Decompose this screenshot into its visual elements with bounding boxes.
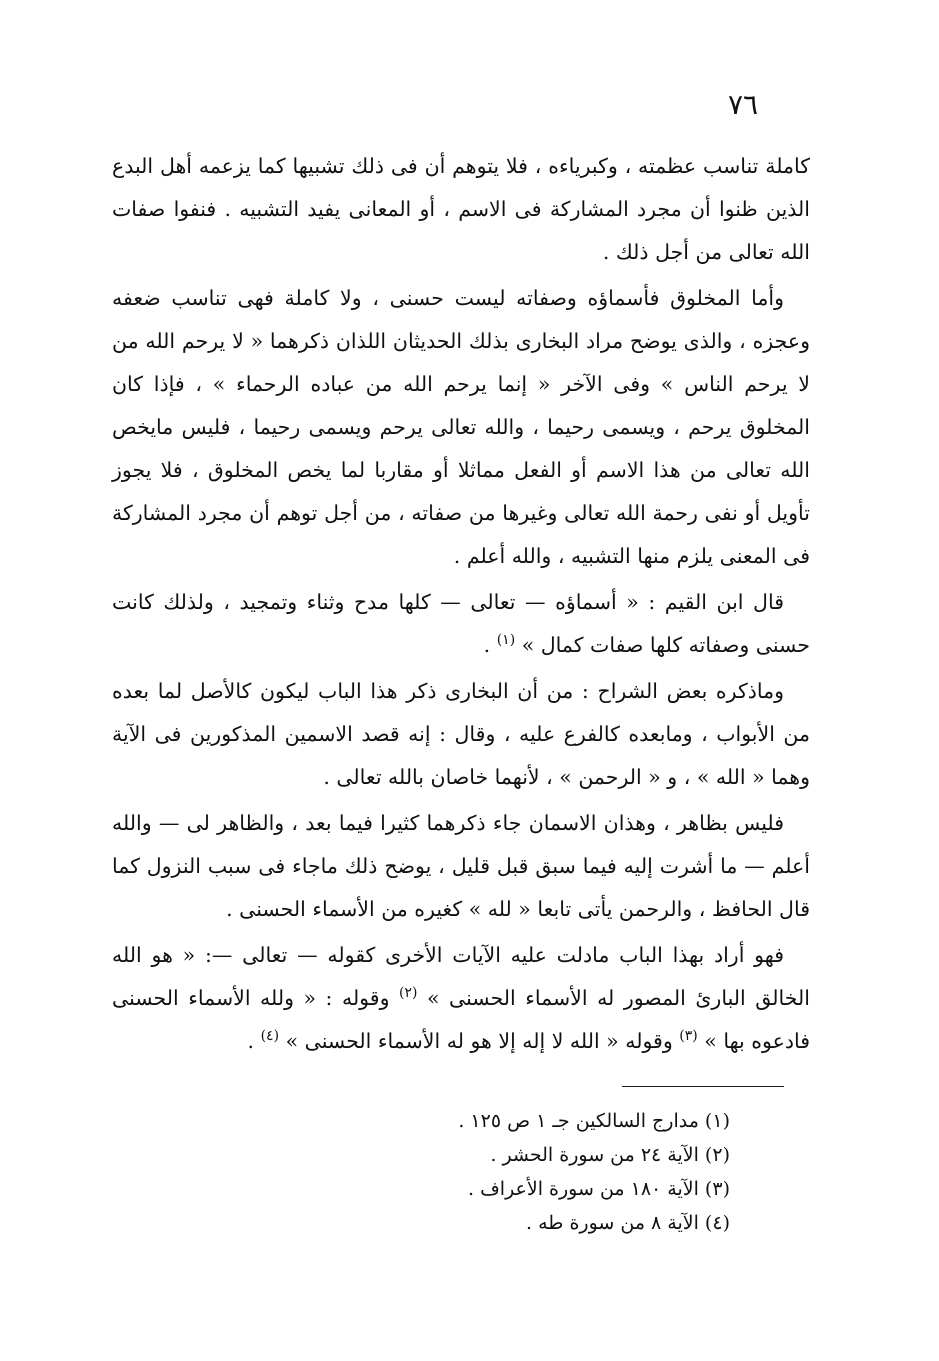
paragraph-6-part-1: فهو أراد بهذا الباب مادلت عليه الآيات الأخرى كقوله — تعالى —: « هو الله الخالق البارئ المصور له الأسماء الحسنى » bbox=[112, 943, 810, 1010]
page-number: ٧٦ bbox=[728, 88, 759, 121]
footnote-1: (١) مدارج السالكين جـ ١ ص ١٢٥ . bbox=[458, 1110, 730, 1132]
paragraph-6-end: . bbox=[247, 1029, 261, 1053]
paragraph-3-quote bbox=[112, 581, 810, 667]
quote-text: قال ابن القيم : « أسماؤه — تعالى — كلها مدح وثناء وتمجيد ، ولذلك كانت حسنى وصفاته كلها صفات كمال » bbox=[112, 590, 810, 657]
paragraph-1: كاملة تناسب عظمته ، وكبرياءه ، فلا يتوهم أن فى ذلك تشبيها كما يزعمه أهل البدع الذين ظنوا أن مجرد المشاركة فى الاسم ، أو المعانى يفيد التشبيه . فنفوا صفات الله تعالى من أجل ذلك . bbox=[112, 154, 810, 264]
footnote-ref-3[interactable]: (٣) bbox=[679, 1028, 698, 1045]
paragraph-6-part-3: وقوله « الله لا إله إلا هو له الأسماء الحسنى » bbox=[285, 1029, 680, 1053]
footnote-ref-1[interactable]: (١) bbox=[496, 632, 516, 649]
footnote-2: (٢) الآية ٢٤ من سورة الحشر . bbox=[490, 1144, 730, 1166]
paragraph-5: فليس بظاهر ، وهذان الاسمان جاء ذكرهما كثيرا فيما بعد ، والظاهر لى — والله أعلم — ما أشرت إليه فيما سبق قبل قليل ، يوضح ذلك ماجاء فى سبب النزول كما قال الحافظ ، والرحمن يأتى تابعا « لله » كغيره من الأسماء الحسنى . bbox=[112, 811, 810, 921]
paragraph-6 bbox=[112, 934, 810, 1063]
footnote-4: (٤) الآية ٨ من سورة طه . bbox=[526, 1212, 730, 1234]
main-text bbox=[112, 145, 810, 1063]
footnotes-list bbox=[380, 1104, 730, 1240]
paragraph-2: وأما المخلوق فأسماؤه وصفاته ليست حسنى ، ولا كاملة فهى تناسب ضعفه وعجزه ، والذى يوضح مراد البخارى بذلك الحديثان اللذان ذكرهما « لا يرحم الله من لا يرحم الناس » وفى الآخر « إنما يرحم الله من عباده الرحماء » ، فإذا كان المخلوق يرحم ، ويسمى رحيما ، والله تعالى يرحم ويسمى رحيما ، فليس مايخص الله تعالى من هذا الاسم أو الفعل مماثلا أو مقاربا لما يخص المخلوق ، فلا يجوز تأويل أو نفى رحمة الله تعالى وغيرها من صفاته ، من أجل توهم أن مجرد المشاركة فى المعنى يلزم منها التشبيه ، والله أعلم . bbox=[112, 286, 810, 568]
paragraph-4: وماذكره بعض الشراح : من أن البخارى ذكر هذا الباب ليكون كالأصل لما بعده من الأبواب ، ومابعده كالفرع عليه ، وقال : إنه قصد الاسمين المذكورين فى الآية وهما « الله » ، و « الرحمن » ، لأنهما خاصان بالله تعالى . bbox=[112, 679, 810, 789]
footnote-separator bbox=[622, 1086, 784, 1087]
quote-end: . bbox=[483, 633, 497, 657]
footnote-ref-2[interactable]: (٢) bbox=[398, 985, 418, 1002]
footnote-3: (٣) الآية ١٨٠ من سورة الأعراف . bbox=[468, 1178, 730, 1200]
paragraph-6-part-2: وقوله : « ولله الأسماء الحسنى فادعوه بها » bbox=[112, 986, 810, 1053]
footnote-ref-4[interactable]: (٤) bbox=[260, 1028, 280, 1045]
